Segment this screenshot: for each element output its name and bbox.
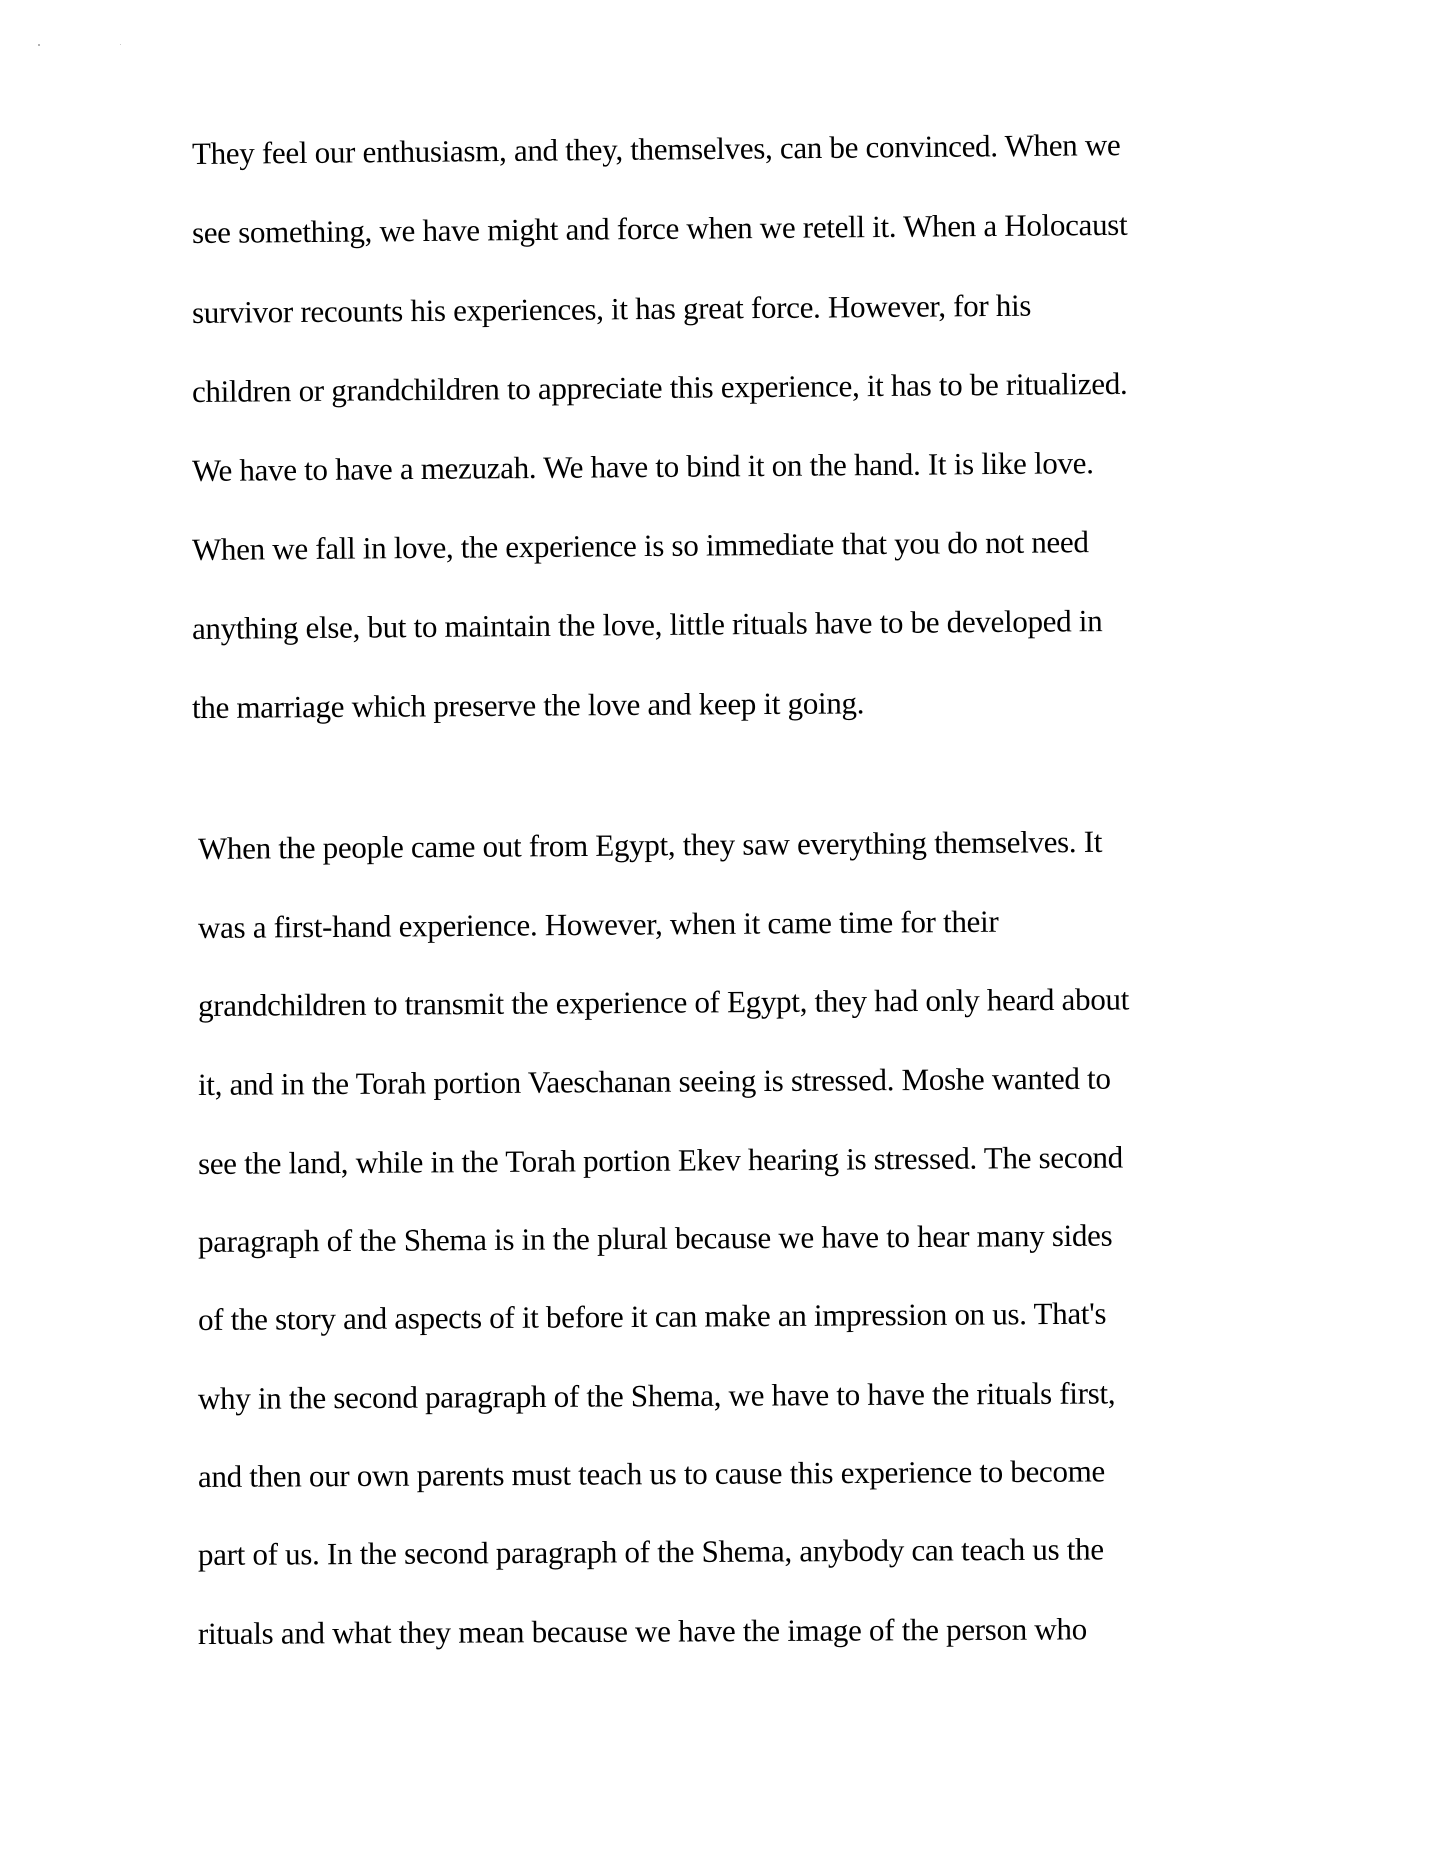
scan-speck bbox=[120, 44, 121, 45]
text-line: paragraph of the Shema is in the plural because we have to hear many sides bbox=[197, 1217, 1113, 1259]
text-line: was a first-hand experience. However, when it came time for their bbox=[197, 903, 999, 945]
text-line: why in the second paragraph of the Shema, we have to have the rituals first, bbox=[197, 1375, 1116, 1416]
text-line: anything else, but to maintain the love, little rituals have to be developed in bbox=[191, 603, 1103, 646]
text-line: We have to have a mezuzah. We have to bind it on the hand. It is like love. bbox=[191, 445, 1094, 488]
text-line: part of us. In the second paragraph of the Shema, anybody can teach us the bbox=[197, 1531, 1104, 1572]
text-line: grandchildren to transmit the experience of Egypt, they had only heard about bbox=[197, 981, 1130, 1023]
text-line: When we fall in love, the experience is so immediate that you do not need bbox=[191, 524, 1089, 567]
text-line: it, and in the Torah portion Vaeschanan seeing is stressed. Moshe wanted to bbox=[197, 1060, 1111, 1102]
text-line: children or grandchildren to appreciate this experience, it has to be ritualized. bbox=[191, 365, 1128, 409]
text-line: rituals and what they mean because we have the image of the person who bbox=[197, 1611, 1087, 1651]
text-line: see the land, while in the Torah portion Ekev hearing is stressed. The second bbox=[197, 1139, 1123, 1181]
text-line: They feel our enthusiasm, and they, themselves, can be convinced. When we bbox=[191, 127, 1121, 171]
text-line: see something, we have might and force when we retell it. When a Holocaust bbox=[191, 206, 1128, 250]
text-line: the marriage which preserve the love and keep it going. bbox=[191, 685, 865, 725]
text-line: survivor recounts his experiences, it has great force. However, for his bbox=[191, 287, 1032, 330]
text-line: of the story and aspects of it before it can make an impression on us. That's bbox=[197, 1295, 1107, 1337]
text-line: and then our own parents must teach us to cause this experience to become bbox=[197, 1453, 1106, 1494]
scan-speck bbox=[38, 44, 40, 46]
text-line: When the people came out from Egypt, they saw everything themselves. It bbox=[197, 823, 1103, 866]
